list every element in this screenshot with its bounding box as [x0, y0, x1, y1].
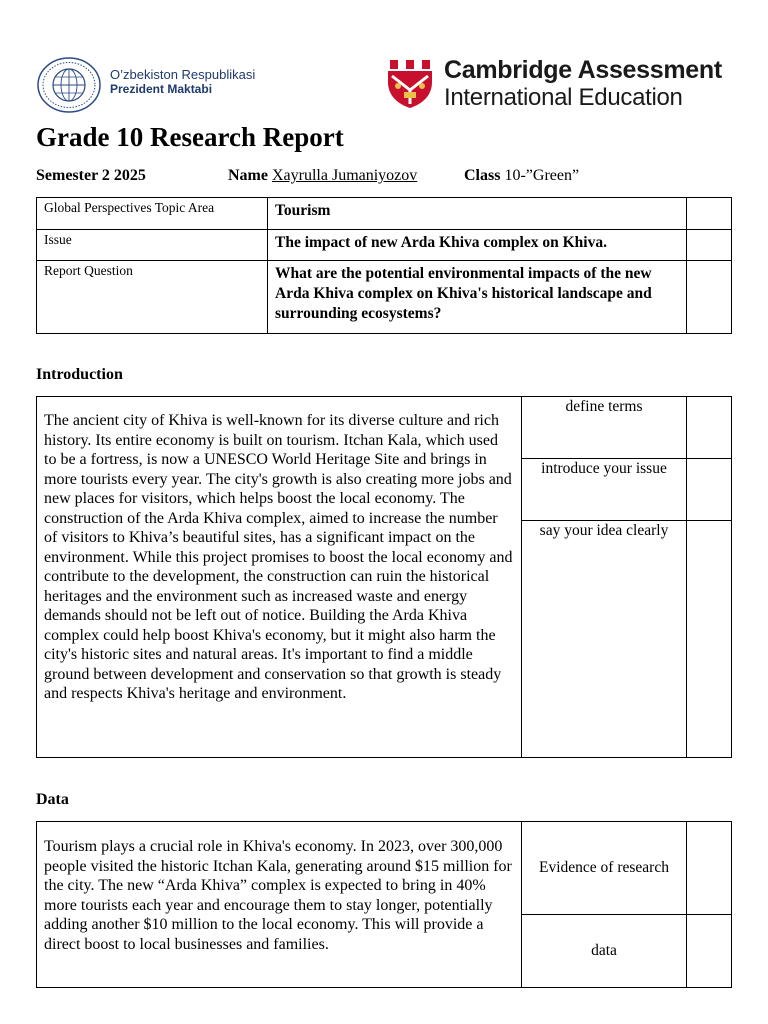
score-cell — [687, 459, 732, 521]
score-cell — [687, 822, 732, 915]
score-cell — [687, 397, 732, 459]
score-cell — [687, 915, 732, 988]
data-heading: Data — [36, 791, 69, 808]
cambridge-line1: Cambridge Assessment — [444, 56, 722, 84]
report-question-value: What are the potential environmental impacts of the new Arda Khiva complex on Khiva's historical landscape and surrounding ecosystems? — [268, 261, 687, 334]
name-value: Xayrulla Jumaniyozov — [271, 167, 418, 184]
class-label: Class — [464, 167, 501, 184]
presidential-school-line2: Prezident Maktabi — [110, 82, 213, 96]
data-table — [36, 821, 732, 988]
table-row — [37, 261, 732, 334]
class-field — [464, 167, 579, 185]
student-name-field — [228, 167, 417, 185]
topic-area-value: Tourism — [268, 198, 687, 230]
data-text: Tourism plays a crucial role in Khiva's economy. In 2023, over 300,000 people visited the historic Itchan Kala, generating around $15 million for the city. The new “Arda Khiva” complex is expected to bring in 40% more tourists each year and encourage them to stay longer, potentially adding another $10 million to the local economy. This will provide a direct boost to local businesses and families. — [37, 822, 522, 988]
name-label: Name — [228, 167, 268, 184]
presidential-school-line1: O’zbekiston Respublikasi — [110, 67, 256, 82]
score-cell — [687, 230, 732, 261]
criterion-evidence: Evidence of research — [522, 822, 687, 915]
table-row — [37, 198, 732, 230]
introduction-heading: Introduction — [36, 366, 123, 383]
introduction-text: The ancient city of Khiva is well-known for its diverse culture and rich history. Its entire economy is built on tourism. Itchan Kala, which used to be a fortress, is now a UNESCO World Heritage Site and brings in more tourists every year. The city's growth is also creating more jobs and new places for visitors, which helps boost the local economy. The construction of the Arda Khiva complex, aimed to increase the number of visitors to Khiva’s beautiful sites, has a significant impact on the environment. While this project promises to boost the local economy and contribute to the development, the construction can ruin the historical heritages and the environment such as increased waste and energy demands should not be left out of notice. Building the Arda Khiva complex could help boost Khiva's economy, but it might also harm the city's historic sites and natural areas. It's important to find a middle ground between development and conservation so that growth is steady and respects Khiva's heritage and environment. — [37, 397, 522, 758]
score-cell — [687, 521, 732, 758]
score-cell — [687, 261, 732, 334]
cambridge-line2: International Education — [444, 84, 683, 111]
table-row — [37, 822, 732, 915]
criterion-introduce-issue: introduce your issue — [522, 459, 687, 521]
presidential-school-name — [110, 67, 255, 97]
class-value: 10-”Green” — [504, 167, 580, 184]
report-title: Grade 10 Research Report — [36, 122, 344, 152]
table-row — [37, 397, 732, 459]
topic-area-label: Global Perspectives Topic Area — [37, 198, 268, 230]
topic-table — [36, 197, 732, 334]
table-row — [37, 230, 732, 261]
issue-label: Issue — [37, 230, 268, 261]
page-header — [0, 0, 768, 120]
presidential-school-seal-icon — [36, 56, 102, 114]
criterion-define-terms: define terms — [522, 397, 687, 459]
report-question-label: Report Question — [37, 261, 268, 334]
semester-label: Semester 2 2025 — [36, 167, 146, 184]
cambridge-name — [444, 56, 722, 112]
criterion-say-idea: say your idea clearly — [522, 521, 687, 758]
introduction-table — [36, 396, 732, 758]
criterion-data: data — [522, 915, 687, 988]
cambridge-shield-icon — [386, 56, 434, 110]
score-cell — [687, 198, 732, 230]
issue-value: The impact of new Arda Khiva complex on Khiva. — [268, 230, 687, 261]
